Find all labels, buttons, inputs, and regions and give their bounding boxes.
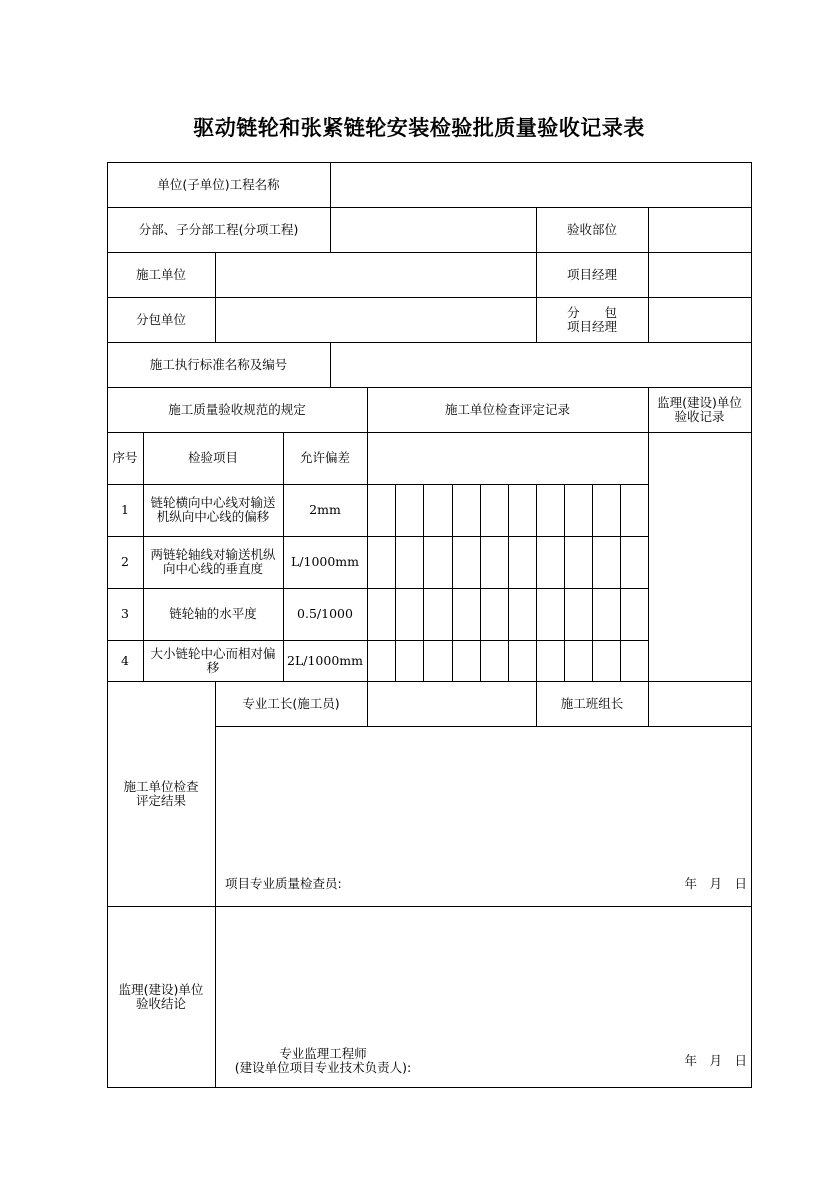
project-name-label: 单位(子单位)工程名称 [157, 176, 280, 192]
sub-project-field[interactable] [330, 207, 536, 252]
construction-unit-field[interactable] [215, 252, 536, 297]
item-tolerance: 0.5/1000 [297, 606, 353, 621]
check-record-label: 施工单位检查评定记录 [444, 401, 570, 417]
item-name-line1: 两链轮轴线对输送机纵 [150, 547, 276, 562]
col-item-header: 检验项目 [187, 450, 238, 465]
subcontract-manager-field[interactable] [648, 297, 751, 342]
col-tolerance-header: 允许偏差 [299, 450, 350, 465]
item-name [143, 536, 283, 588]
project-manager-label: 项目经理 [566, 266, 617, 282]
subcontract-unit-label: 分包单位 [135, 311, 186, 327]
item-name [143, 484, 283, 536]
standard-field[interactable] [330, 342, 751, 387]
acceptance-part-label: 验收部位 [566, 221, 617, 237]
supervision-conclusion-line2: 验收结论 [135, 995, 186, 1011]
item-name-line2: 向中心线的垂直度 [162, 561, 263, 576]
supervision-record-line1: 监理(建设)单位 [657, 394, 742, 410]
form-title: 驱动链轮和张紧链轮安装检验批质量验收记录表 [193, 116, 645, 140]
subcontract-unit-field[interactable] [215, 297, 536, 342]
item-name: 链轮轴的水平度 [169, 606, 257, 621]
item-no: 2 [121, 554, 129, 569]
item-name-line1: 大小链轮中心而相对偏 [150, 645, 276, 661]
item-tolerance: 2mm [309, 502, 341, 517]
construction-unit-label: 施工单位 [135, 266, 186, 282]
item-tolerance: 2L/1000mm [287, 652, 363, 668]
supervision-conclusion-label [107, 906, 215, 1087]
item-name-line2: 机纵向中心线的偏移 [156, 509, 270, 524]
foreman-field[interactable] [367, 681, 536, 726]
project-name-field[interactable] [330, 162, 751, 207]
inspector-date: 年 月 日 [684, 876, 747, 891]
team-leader-field[interactable] [648, 681, 751, 726]
item-no: 4 [121, 652, 129, 668]
supervision-record-label [648, 387, 751, 432]
supervision-record-line2: 验收记录 [674, 408, 725, 424]
foreman-label: 专业工长(施工员) [242, 695, 340, 711]
unit-check-label-line2: 评定结果 [135, 792, 186, 808]
unit-check-label-line1: 施工单位检查 [123, 778, 199, 794]
engineer-label [219, 1046, 427, 1076]
engineer-date: 年 月 日 [684, 1053, 747, 1068]
acceptance-form-table [107, 162, 752, 1088]
project-manager-field[interactable] [648, 252, 751, 297]
item-name-line2: 移 [206, 659, 220, 675]
item-tolerance: L/1000mm [290, 554, 360, 569]
inspector-label: 项目专业质量检查员: [225, 876, 342, 891]
item-no: 1 [121, 502, 129, 517]
acceptance-part-field[interactable] [648, 207, 751, 252]
col-no-header: 序号 [112, 450, 138, 465]
subcontract-manager-label [536, 297, 648, 342]
standard-label: 施工执行标准名称及编号 [149, 356, 288, 372]
sub-project-label: 分部、子分部工程(分项工程) [138, 221, 299, 237]
item-name [143, 640, 283, 681]
team-leader-label: 施工班组长 [560, 695, 624, 711]
unit-check-result-label [107, 681, 215, 906]
engineer-label-line2: (建设单位项目专业技术负责人): [234, 1060, 412, 1075]
supervision-conclusion-line1: 监理(建设)单位 [118, 981, 204, 997]
engineer-label-line1: 专业监理工程师 [279, 1046, 367, 1061]
subcontract-manager-label-line1: 分 包 [566, 304, 617, 320]
subcontract-manager-label-line2: 项目经理 [566, 318, 617, 334]
norm-label: 施工质量验收规范的规定 [168, 401, 306, 417]
item-name-line1: 链轮横向中心线对输送 [150, 495, 276, 510]
item-no: 3 [121, 606, 129, 621]
